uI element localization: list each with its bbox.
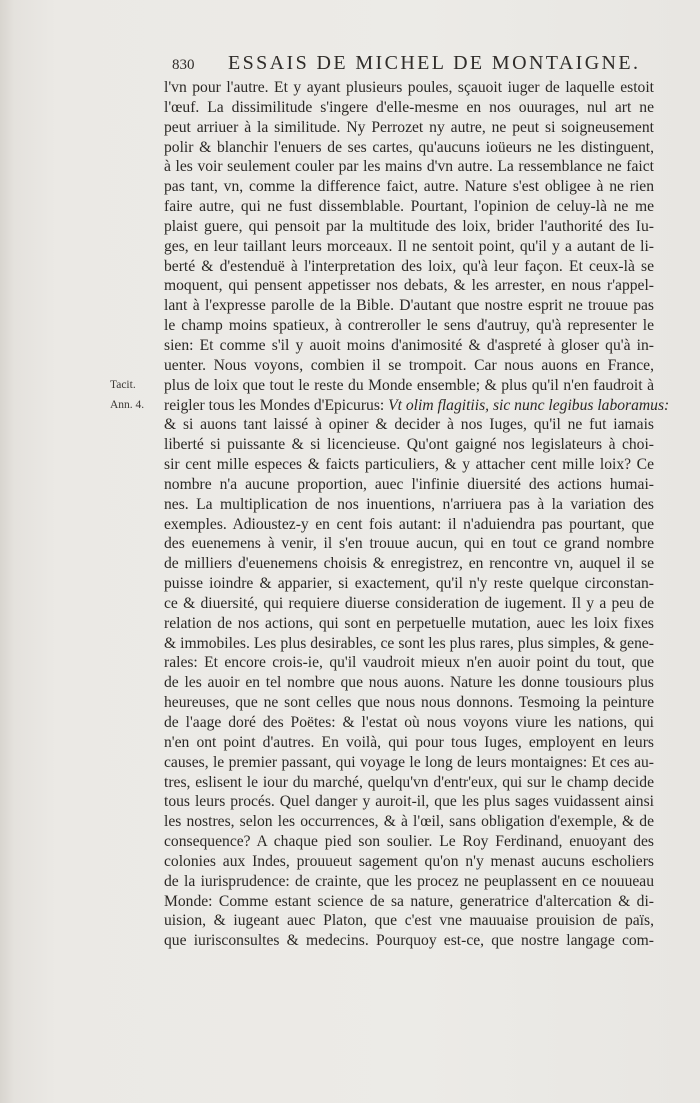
margin-citation [110,376,154,415]
text-line: ges, en leur taillant leurs morceaux. Il ne sentoit point, qu'il y a autant de li- [164,237,654,255]
text-line: relation de nos actions, qui sont en perpetuelle mutation, auec les loix fixes [164,614,654,632]
text-line: faire autre, qui ne fust dissemblable. Pourtant, l'opinion de celuy-là ne me [164,198,654,216]
text-line: exemples. Adioustez-y en cent fois autant: il n'aduiendra pas pourtant, que [164,515,654,533]
text-line: l'vn pour l'autre. Et y ayant plusieurs poules, sçauoit iuger de laquelle estoit [164,79,654,96]
text-line: sir cent mille especes & faicts particuliers, & y attacher cent mille loix? Ce [164,456,654,474]
running-header [172,52,642,78]
text-line: consequence? A chaque pied son soulier. Le Roy Ferdinand, enuoyant des [164,833,654,851]
text-line: ce & diuersité, qui requiere diuerse consideration de iugement. Il y a peu de [164,594,654,612]
body-text [164,78,670,951]
text-line: puisse ioindre & apparier, si exactement, qu'il n'y reste quelque circonstan- [164,575,654,593]
text-line: colonies aux Indes, prouueut sagement qu'on n'y menast aucuns escholiers [164,852,654,870]
text-line: le champ moins spatieux, à contreroller le sens d'autruy, qu'à representer le [164,317,654,335]
text-line: tres, eslisent le iour du marché, quelqu'vn d'entr'eux, qui sur le champ decide [164,773,654,791]
text-line: plaist guere, qui pensoit par la multitude des loix, brider l'authorité des Iu- [164,217,654,235]
text-line: tous leurs procés. Quel danger y auroit-il, que les plus sages vuidassent ainsi [164,793,654,811]
text-line: berté & d'estenduë à l'interpretation des loix, qu'à leur façon. Et ceux-là se [164,257,654,275]
text-line: polir & blanchir l'enuers de ses cartes, qu'aucuns ioüeurs ne les distinguent, [164,138,654,156]
text-line: causes, le premier passant, qui voyage le long de leurs montaignes: Et ces au- [164,753,654,771]
text-line: plus de loix que tout le reste du Monde ensemble; & plus qu'il n'en faudroit à [164,376,654,394]
margin-citation-line: Ann. 4. [110,398,145,411]
text-line: les nostres, selon les occurrences, & à l'œil, sans obligation d'exemple, & de [164,813,654,831]
text-line: reigler tous les Mondes d'Epicurus: Vt olim flagitiis, sic nunc legibus laboramus: [164,396,670,414]
text-line: uenter. Nous voyons, combien il se trompoit. Car nous auons en France, [164,356,654,374]
text-line: lant à l'expresse parolle de la Bible. D'autant que nostre esprit ne trouue pas [164,297,654,315]
text-line: nes. La multiplication de nos inuentions, n'arriuera pas à la variation des [164,495,654,513]
text-line: rales: Et encore crois-ie, qu'il vaudroit mieux n'en auoir point du tout, que [164,654,654,672]
text-line: peut arriuer à la similitude. Ny Perrozet ny autre, ne peut si soigneusement [164,118,654,136]
text-line: de l'aage doré des Poëtes: & l'estat où nous voyons viure les nations, qui [164,714,654,731]
text-line: n'en ont point d'autres. En voilà, qui pour tous Iuges, employent en leurs [164,733,654,751]
text-line: & si auons tant laissé à opiner & decider à nos Iuges, qu'il ne fut iamais [164,416,654,434]
text-line: l'œuf. La dissimilitude s'ingere d'elle-mesme en nos ouurages, nul art ne [164,98,654,116]
text-line: Monde: Comme estant science de sa nature, generatrice d'altercation & di- [164,892,654,910]
text-line: liberté si puissante & si licencieuse. Qu'ont gaigné nos legislateurs à choi- [164,436,654,454]
text-line: nombre n'a aucune proportion, auec l'infinie diuersité des actions humai- [164,475,654,493]
text-line: uision, & iugeant auec Platon, que c'est vne mauuaise prouision de païs, [164,912,654,930]
page-gutter-shadow [0,0,14,1103]
latin-quotation: Vt olim flagitiis, sic nunc legibus laboramus: [388,396,670,414]
text-line: pas tant, vn, comme la difference faict, autre. Nature s'est obligee à ne rien [164,178,654,196]
text-line: heureuses, que ne sont celles que nous nous donnons. Tesmoing la peinture [164,694,654,712]
page-number: 830 [172,57,195,73]
text-line: sien: Et comme s'il y auoit moins d'animosité & d'aspreté à gloser qu'à in- [164,336,654,354]
text-line: que iurisconsultes & medecins. Pourquoy est-ce, que nostre langage com- [164,932,654,950]
running-title: ESSAIS DE MICHEL DE MONTAIGNE. [228,52,641,74]
text-line: & immobiles. Les plus desirables, ce sont les plus rares, plus simples, & gene- [164,634,654,652]
text-line: moquent, qui pensent appetisser nos debats, & les arrester, en nous r'appel- [164,277,654,295]
text-line: de la iurisprudence: de crainte, que les procez ne peuplassent en ce nouueau [164,872,654,890]
margin-citation-line: Tacit. [110,379,136,391]
text-line: des euenemens à venir, il s'en trouue aucun, qui en tout ce grand nombre [164,535,654,553]
text-line: de milliers d'euenemens choisis & enregistrez, en rencontre vn, auquel il se [164,555,654,573]
text-line: de les auoir en tel nombre que nous auons. Nature les donne tousiours plus [164,674,654,692]
text-line: à les voir seulement couler par les mains d'vn autre. La ressemblance ne faict [164,158,654,176]
